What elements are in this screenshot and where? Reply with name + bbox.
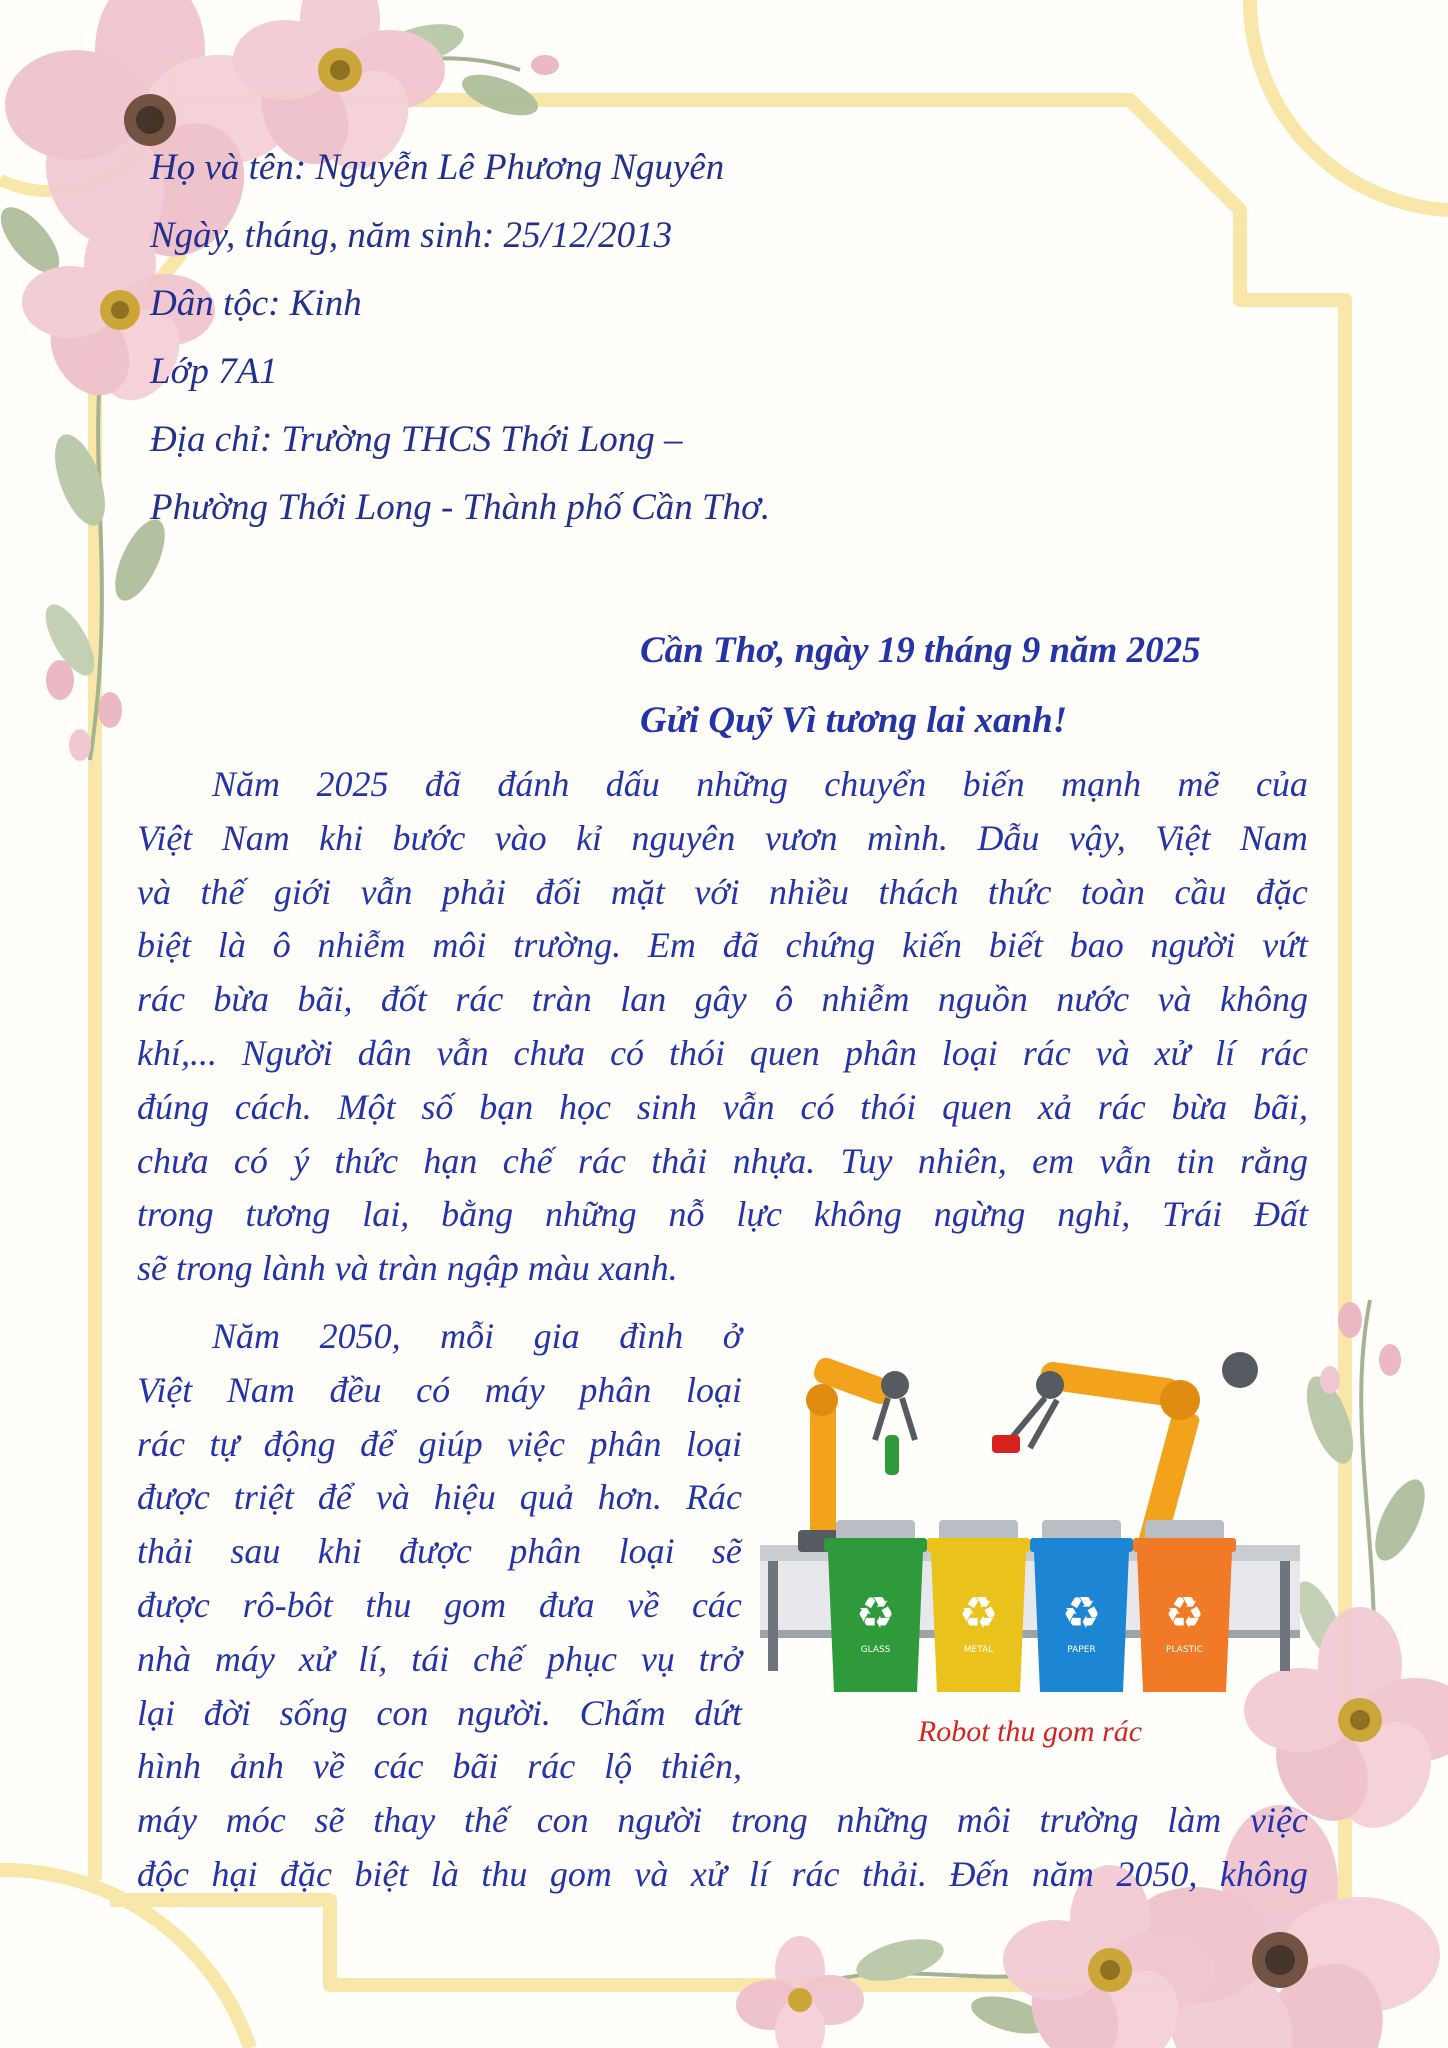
paragraph-line: độc hại đặc biệt là thu gom và xử lí rác thải. Đến năm 2050, không	[137, 1853, 1308, 1894]
paragraph-line: được triệt để và hiệu quả hơn. Rác	[137, 1477, 742, 1518]
robot-figure	[760, 1330, 1300, 1710]
bin-label: METAL	[963, 1645, 994, 1655]
paragraph-line: biệt là ô nhiễm môi trường. Em đã chứng kiến biết bao người vứt	[137, 925, 1308, 966]
student-birthdate: Ngày, tháng, năm sinh: 25/12/2013	[150, 215, 673, 256]
letter-date: Cần Thơ, ngày 19 tháng 9 năm 2025	[640, 630, 1201, 671]
paragraph-line: Việt Nam khi bước vào kỉ nguyên vươn mình. Dẫu vậy, Việt Nam	[137, 817, 1308, 858]
student-name: Họ và tên: Nguyễn Lê Phương Nguyên	[150, 147, 725, 188]
paragraph-line: khí,... Người dân vẫn chưa có thói quen phân loại rác và xử lí rác	[137, 1032, 1308, 1073]
figure-caption: Robot thu gom rác	[917, 1715, 1143, 1748]
paragraph-3	[137, 1794, 1308, 1902]
student-address-line1: Địa chỉ: Trường THCS Thới Long –	[150, 419, 683, 460]
recycle-icon: ♻	[855, 1588, 896, 1639]
paragraph-line: hình ảnh về các bãi rác lộ thiên,	[137, 1746, 742, 1787]
paragraph-line: chưa có ý thức hạn chế rác thải nhựa. Tuy nhiên, em vẫn tin rằng	[137, 1140, 1308, 1181]
paragraph-line: thải sau khi được phân loại sẽ	[137, 1531, 742, 1572]
bin-label: PLASTIC	[1166, 1645, 1203, 1655]
paragraph-line: máy móc sẽ thay thế con người trong những môi trường làm việc	[137, 1800, 1308, 1840]
paragraph-line: lại đời sống con người. Chấm dứt	[137, 1692, 742, 1733]
paragraph-line: trong tương lai, bằng những nỗ lực không ngừng nghỉ, Trái Đất	[137, 1194, 1308, 1235]
bin-label: PAPER	[1067, 1645, 1096, 1655]
paragraph-line: và thế giới vẫn phải đối mặt với nhiều thách thức toàn cầu đặc	[137, 871, 1308, 912]
recycle-icon: ♻	[958, 1588, 999, 1639]
paragraph-line: Việt Nam đều có máy phân loại	[137, 1369, 742, 1410]
student-class: Lớp 7A1	[150, 351, 278, 392]
student-address-line2: Phường Thới Long - Thành phố Cần Thơ.	[150, 487, 771, 528]
recycle-bin-metal	[927, 1520, 1030, 1692]
letter-heading	[640, 616, 1201, 756]
recycle-icon: ♻	[1164, 1588, 1205, 1639]
paragraph-2	[137, 1310, 742, 1794]
recycle-icon: ♻	[1061, 1588, 1102, 1639]
paragraph-line: sẽ trong lành và tràn ngập màu xanh.	[137, 1248, 678, 1289]
recycle-bin-paper	[1030, 1520, 1133, 1692]
bin-label: GLASS	[860, 1645, 891, 1655]
paragraph-line: đúng cách. Một số bạn học sinh vẫn có thói quen xả rác bừa bãi,	[137, 1086, 1308, 1127]
paragraph-line: nhà máy xử lí, tái chế phục vụ trở	[137, 1638, 742, 1679]
recycle-bin-plastic	[1133, 1520, 1236, 1692]
paragraph-line: Năm 2050, mỗi gia đình ở	[212, 1316, 742, 1356]
student-ethnicity: Dân tộc: Kinh	[150, 283, 362, 324]
paragraph-line: được rô-bôt thu gom đưa về các	[137, 1584, 742, 1625]
paragraph-line: rác tự động để giúp việc phân loại	[137, 1423, 742, 1464]
paragraph-line: rác bừa bãi, đốt rác tràn lan gây ô nhiễm nguồn nước và không	[137, 979, 1308, 1020]
paragraph-line: Năm 2025 đã đánh dấu những chuyển biến mạnh mẽ của	[212, 764, 1308, 804]
student-info	[150, 134, 770, 542]
recycle-bin-glass	[824, 1520, 927, 1692]
letter-salutation: Gửi Quỹ Vì tương lai xanh!	[640, 700, 1068, 741]
paragraph-1	[137, 758, 1308, 1296]
